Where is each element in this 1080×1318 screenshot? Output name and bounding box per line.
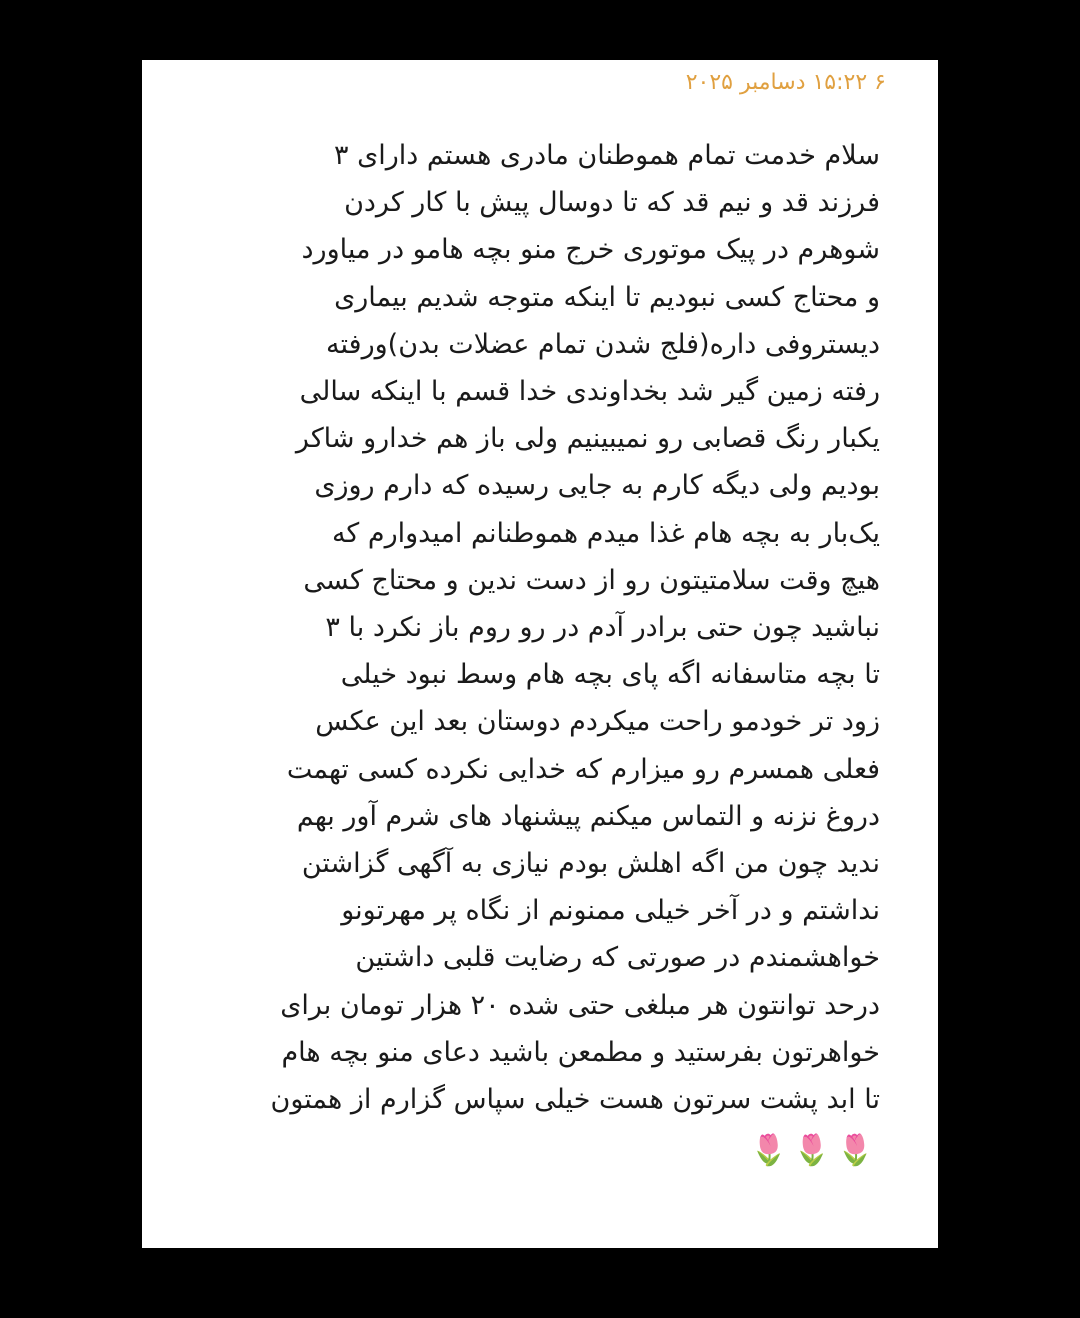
note-line: ندید چون من اگه اهلش بودم نیازی به آگهی گزاشتن (301, 848, 880, 880)
note-line: درحد توانتون هر مبلغی حتی شده ۲۰ هزار تومان برای (280, 989, 880, 1021)
note-line: دیستروفی داره(فلج شدن تمام عضلات بدن)ورفته (326, 328, 880, 360)
note-line: خواهشمندم در صورتی که رضایت قلبی داشتین (355, 942, 880, 974)
note-line: نباشید چون حتی برادر آدم در رو روم باز نکرد با ۳ (325, 612, 880, 644)
note-line: هیچ وقت سلامتیتون رو از دست ندین و محتاج کسی (303, 564, 880, 596)
tulip-emoji-row: 🌷🌷🌷 (749, 1133, 880, 1169)
note-timestamp: ۶ ۱۵:۲۲ دسامبر ۲۰۲۵ (685, 70, 886, 95)
note-line: خواهرتون بفرستید و مطمعن باشید دعای منو بچه هام (281, 1036, 880, 1068)
note-line: سلام خدمت تمام هموطنان مادری هستم دارای ۳ (334, 140, 880, 171)
note-line: رفته زمین گیر شد بخداوندی خدا قسم با اینکه سالی (299, 376, 880, 408)
note-line: یکبار رنگ قصابی رو نمیبینیم ولی باز هم خدارو شاکر (295, 423, 880, 455)
note-line: فرزند قد و نیم قد که تا دوسال پیش با کار کردن (344, 187, 880, 219)
note-line: زود تر خودمو راحت میکردم دوستان بعد این عکس (315, 706, 880, 738)
note-line: بودیم ولی دیگه کارم به جایی رسیده که دارم روزی (314, 470, 880, 502)
note-line: یک‌بار به بچه هام غذا میدم هموطنانم امیدوارم که (331, 517, 880, 549)
note-line: تا ابد پشت سرتون هست خیلی سپاس گزارم از همتون (270, 1084, 880, 1116)
note-line: و محتاج کسی نبودیم تا اینکه متوجه شدیم بیماری (334, 281, 880, 313)
note-line: فعلی همسرم رو میزارم که خدایی نکرده کسی تهمت (286, 753, 880, 785)
note-card (142, 60, 938, 1248)
note-body (200, 132, 880, 1171)
note-line: شوهرم در پیک موتوری خرج منو بچه هامو در میاورد (301, 234, 880, 266)
note-line: تا بچه متاسفانه اگه پای بچه هام وسط نبود خیلی (340, 659, 880, 691)
note-line: نداشتم و در آخر خیلی ممنونم از نگاه پر مهرتونو (341, 895, 880, 927)
note-line: دروغ نزنه و التماس میکنم پیشنهاد های شرم آور بهم (296, 800, 880, 832)
